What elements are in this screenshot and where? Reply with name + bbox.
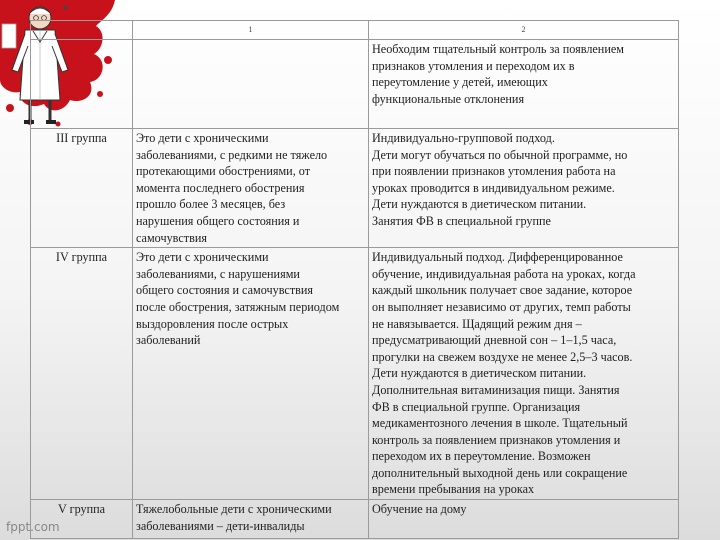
header-col2-num: 2: [369, 21, 679, 40]
table-row-group-3: [31, 129, 679, 248]
fppt-watermark[interactable]: fppt.com: [6, 520, 60, 534]
table-row-group-5: [31, 500, 679, 539]
cell-empty: [133, 40, 369, 129]
header-row: [31, 21, 679, 40]
description-cell: Тяжелобольные дети с хроническими заболеваниями – дети-инвалиды: [133, 500, 369, 539]
description-cell: Это дети с хроническими заболеваниями, с нарушениями общего состояния и самочувствия после обострения, затяжным периодом выздоровления после острых заболеваний: [133, 248, 369, 500]
table-row-continuation: [31, 40, 679, 129]
recommendation-cell: Индивидуальный подход. Дифференцированное обучение, индивидуальная работа на уроках, когда каждый школьник получает свое задание, которое он выполняет независимо от других, темп работы не навязывается. Щадящий режим дня – предусматривающий дневной сон – 1–1,5 часа, прогулки на свежем воздухе не менее 2,5–3 часов. Дети нуждаются в диетическом питании. Дополнительная витаминизация пищи. Занятия ФВ в специальной группе. Организация медикаментозного лечения в школе. Тщательный контроль за появлением признаков утомления и переходом их в переутомление. Возможен дополнительный выходной день или сокращение времени пребывания на уроках: [369, 248, 679, 500]
group-label: IV группа: [31, 248, 133, 500]
recommendation-cell: Необходим тщательный контроль за появлением признаков утомления и переходом их в переутомление у детей, имеющих функциональные отклонения: [369, 40, 679, 129]
header-col1-num: 1: [133, 21, 369, 40]
health-groups-table: [30, 20, 679, 539]
group-label: V группа: [31, 500, 133, 539]
description-cell: Это дети с хроническими заболеваниями, с редкими не тяжело протекающими обострениями, от момента последнего обострения прошло более 3 месяцев, без нарушения общего состояния и самочувствия: [133, 129, 369, 248]
recommendation-cell: Обучение на дому: [369, 500, 679, 539]
header-cell-empty: [31, 21, 133, 40]
recommendation-cell: Индивидуально-групповой подход. Дети могут обучаться по обычной программе, но при появлении признаков утомления работа на уроках проводится в индивидуальном режиме. Дети нуждаются в диетическом питании. Занятия ФВ в специальной группе: [369, 129, 679, 248]
group-label: III группа: [31, 129, 133, 248]
table-row-group-4: [31, 248, 679, 500]
cell-empty: [31, 40, 133, 129]
